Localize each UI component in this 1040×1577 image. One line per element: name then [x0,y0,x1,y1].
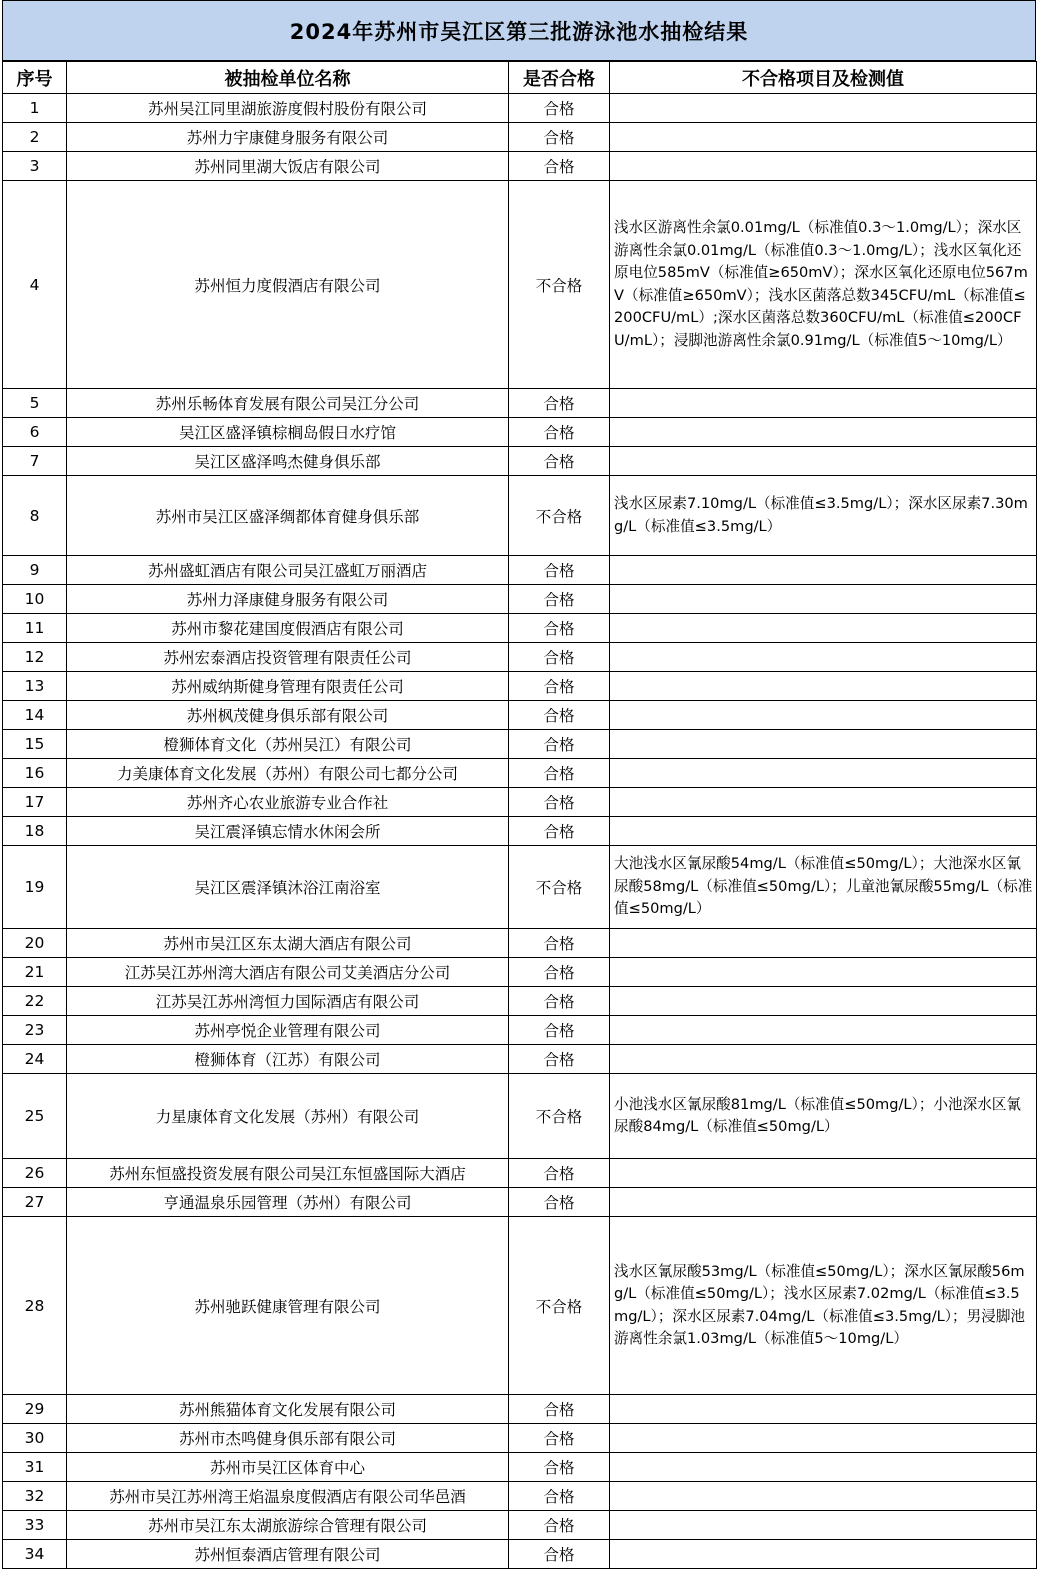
table-row [3,556,1037,585]
row-failed-items [610,447,1037,476]
row-result: 合格 [509,1511,610,1540]
results-table [2,61,1037,1569]
row-result: 合格 [509,389,610,418]
table-row [3,1424,1037,1453]
row-result: 合格 [509,987,610,1016]
header-index: 序号 [3,62,67,94]
row-index: 31 [3,1453,67,1482]
row-failed-items [610,123,1037,152]
row-index: 21 [3,958,67,987]
row-index: 27 [3,1188,67,1217]
row-failed-items [610,418,1037,447]
row-failed-items [610,152,1037,181]
row-failed-items: 大池浅水区氰尿酸54mg/L（标准值≤50mg/L）；大池深水区氰尿酸58mg/L（标准值≤50mg/L）；儿童池氰尿酸55mg/L（标准值≤50mg/L） [610,846,1037,929]
row-unit-name: 苏州枫茂健身俱乐部有限公司 [67,701,509,730]
row-index: 5 [3,389,67,418]
table-row [3,672,1037,701]
row-failed-items: 浅水区尿素7.10mg/L（标准值≤3.5mg/L）；深水区尿素7.30mg/L（标准值≤3.5mg/L） [610,476,1037,556]
row-index: 33 [3,1511,67,1540]
table-row [3,730,1037,759]
row-index: 17 [3,788,67,817]
row-unit-name: 苏州驰跃健康管理有限公司 [67,1217,509,1395]
row-unit-name: 苏州吴江同里湖旅游度假村股份有限公司 [67,94,509,123]
row-failed-items [610,958,1037,987]
row-result: 不合格 [509,1217,610,1395]
row-index: 19 [3,846,67,929]
row-unit-name: 苏州熊猫体育文化发展有限公司 [67,1395,509,1424]
row-result: 合格 [509,730,610,759]
row-result: 合格 [509,152,610,181]
row-failed-items [610,556,1037,585]
table-row [3,1482,1037,1511]
row-result: 不合格 [509,846,610,929]
row-result: 合格 [509,643,610,672]
row-index: 3 [3,152,67,181]
row-failed-items: 浅水区氰尿酸53mg/L（标准值≤50mg/L）；深水区氰尿酸56mg/L（标准值≤50mg/L）；浅水区尿素7.02mg/L（标准值≤3.5mg/L）；深水区尿素7.04mg/L（标准值≤3.5mg/L）；男浸脚池游离性余氯1.03mg/L（标准值5～10mg/L） [610,1217,1037,1395]
table-row [3,929,1037,958]
row-index: 26 [3,1159,67,1188]
row-result: 不合格 [509,1074,610,1159]
table-row [3,987,1037,1016]
row-unit-name: 苏州恒力度假酒店有限公司 [67,181,509,389]
row-unit-name: 苏州市吴江苏州湾王焰温泉度假酒店有限公司华邑酒 [67,1482,509,1511]
table-row [3,643,1037,672]
row-result: 合格 [509,585,610,614]
row-unit-name: 苏州市吴江区盛泽绸都体育健身俱乐部 [67,476,509,556]
table-row [3,152,1037,181]
table-row [3,123,1037,152]
header-qualified: 是否合格 [509,62,610,94]
row-result: 合格 [509,556,610,585]
header-unit-name: 被抽检单位名称 [67,62,509,94]
row-failed-items [610,987,1037,1016]
row-index: 2 [3,123,67,152]
row-unit-name: 吴江震泽镇忘情水休闲会所 [67,817,509,846]
table-row [3,958,1037,987]
row-unit-name: 苏州市杰鸣健身俱乐部有限公司 [67,1424,509,1453]
table-row [3,476,1037,556]
table-row [3,701,1037,730]
table-row [3,759,1037,788]
row-index: 11 [3,614,67,643]
row-result: 合格 [509,1395,610,1424]
inspection-results-document [2,0,1036,1569]
table-row [3,788,1037,817]
row-result: 合格 [509,701,610,730]
row-index: 14 [3,701,67,730]
row-failed-items [610,1188,1037,1217]
row-result: 合格 [509,1159,610,1188]
row-index: 22 [3,987,67,1016]
row-failed-items [610,1540,1037,1569]
row-failed-items [610,788,1037,817]
table-row [3,1159,1037,1188]
table-row [3,181,1037,389]
row-failed-items [610,643,1037,672]
header-failed-items: 不合格项目及检测值 [610,62,1037,94]
row-index: 10 [3,585,67,614]
row-failed-items [610,389,1037,418]
row-index: 30 [3,1424,67,1453]
row-unit-name: 苏州乐畅体育发展有限公司吴江分公司 [67,389,509,418]
table-row [3,1016,1037,1045]
row-index: 6 [3,418,67,447]
row-unit-name: 苏州亭悦企业管理有限公司 [67,1016,509,1045]
row-failed-items [610,1395,1037,1424]
row-result: 不合格 [509,476,610,556]
row-unit-name: 苏州盛虹酒店有限公司吴江盛虹万丽酒店 [67,556,509,585]
row-result: 合格 [509,958,610,987]
table-row [3,1453,1037,1482]
table-body [3,94,1037,1569]
row-result: 合格 [509,672,610,701]
table-row [3,1045,1037,1074]
table-row [3,585,1037,614]
row-result: 合格 [509,1540,610,1569]
table-row [3,389,1037,418]
row-index: 20 [3,929,67,958]
row-unit-name: 苏州市吴江区体育中心 [67,1453,509,1482]
row-result: 合格 [509,759,610,788]
row-result: 合格 [509,817,610,846]
table-row [3,447,1037,476]
table-row [3,94,1037,123]
row-failed-items [610,672,1037,701]
table-row [3,1540,1037,1569]
row-unit-name: 苏州同里湖大饭店有限公司 [67,152,509,181]
row-unit-name: 吴江区震泽镇沐浴江南浴室 [67,846,509,929]
row-index: 15 [3,730,67,759]
row-unit-name: 苏州市吴江区东太湖大酒店有限公司 [67,929,509,958]
row-failed-items [610,701,1037,730]
row-unit-name: 苏州市黎花建国度假酒店有限公司 [67,614,509,643]
row-result: 合格 [509,1482,610,1511]
row-failed-items [610,1511,1037,1540]
row-failed-items: 小池浅水区氰尿酸81mg/L（标准值≤50mg/L）；小池深水区氰尿酸84mg/L（标准值≤50mg/L） [610,1074,1037,1159]
row-result: 合格 [509,418,610,447]
row-result: 合格 [509,1424,610,1453]
row-failed-items [610,614,1037,643]
row-unit-name: 江苏吴江苏州湾恒力国际酒店有限公司 [67,987,509,1016]
row-result: 合格 [509,1188,610,1217]
table-header-row [3,62,1037,94]
table-row [3,1188,1037,1217]
row-result: 合格 [509,1045,610,1074]
row-unit-name: 吴江区盛泽鸣杰健身俱乐部 [67,447,509,476]
table-row [3,817,1037,846]
row-result: 合格 [509,1016,610,1045]
row-result: 合格 [509,94,610,123]
row-unit-name: 吴江区盛泽镇棕榈岛假日水疗馆 [67,418,509,447]
row-failed-items [610,1482,1037,1511]
row-unit-name: 苏州力宇康健身服务有限公司 [67,123,509,152]
row-failed-items [610,1016,1037,1045]
row-index: 25 [3,1074,67,1159]
row-unit-name: 苏州市吴江东太湖旅游综合管理有限公司 [67,1511,509,1540]
table-row [3,1217,1037,1395]
row-result: 合格 [509,447,610,476]
row-unit-name: 亨通温泉乐园管理（苏州）有限公司 [67,1188,509,1217]
row-result: 合格 [509,788,610,817]
row-index: 16 [3,759,67,788]
table-row [3,1074,1037,1159]
row-index: 9 [3,556,67,585]
row-failed-items [610,1453,1037,1482]
row-failed-items [610,1045,1037,1074]
row-index: 1 [3,94,67,123]
row-index: 29 [3,1395,67,1424]
row-unit-name: 江苏吴江苏州湾大酒店有限公司艾美酒店分公司 [67,958,509,987]
row-failed-items [610,929,1037,958]
row-unit-name: 橙狮体育（江苏）有限公司 [67,1045,509,1074]
row-unit-name: 橙狮体育文化（苏州吴江）有限公司 [67,730,509,759]
row-failed-items [610,759,1037,788]
row-unit-name: 力星康体育文化发展（苏州）有限公司 [67,1074,509,1159]
row-result: 合格 [509,614,610,643]
row-unit-name: 苏州齐心农业旅游专业合作社 [67,788,509,817]
row-unit-name: 苏州宏泰酒店投资管理有限责任公司 [67,643,509,672]
row-index: 4 [3,181,67,389]
row-index: 23 [3,1016,67,1045]
row-index: 28 [3,1217,67,1395]
row-index: 34 [3,1540,67,1569]
document-title: 2024年苏州市吴江区第三批游泳池水抽检结果 [2,0,1036,61]
row-unit-name: 苏州东恒盛投资发展有限公司吴江东恒盛国际大酒店 [67,1159,509,1188]
row-failed-items [610,585,1037,614]
row-failed-items [610,1424,1037,1453]
row-index: 18 [3,817,67,846]
row-failed-items [610,817,1037,846]
row-result: 合格 [509,123,610,152]
row-index: 13 [3,672,67,701]
row-index: 24 [3,1045,67,1074]
row-failed-items: 浅水区游离性余氯0.01mg/L（标准值0.3～1.0mg/L）；深水区游离性余氯0.01mg/L（标准值0.3～1.0mg/L）；浅水区氧化还原电位585mV（标准值≥650mV）；深水区氧化还原电位567mV（标准值≥650mV）；浅水区菌落总数345CFU/mL（标准值≤200CFU/mL）;深水区菌落总数360CFU/mL（标准值≤200CFU/mL）；浸脚池游离性余氯0.91mg/L（标准值5～10mg/L） [610,181,1037,389]
row-result: 不合格 [509,181,610,389]
row-index: 12 [3,643,67,672]
table-row [3,418,1037,447]
row-unit-name: 苏州力泽康健身服务有限公司 [67,585,509,614]
row-index: 32 [3,1482,67,1511]
row-unit-name: 力美康体育文化发展（苏州）有限公司七都分公司 [67,759,509,788]
table-row [3,1395,1037,1424]
row-index: 8 [3,476,67,556]
row-unit-name: 苏州恒泰酒店管理有限公司 [67,1540,509,1569]
row-failed-items [610,1159,1037,1188]
table-row [3,1511,1037,1540]
row-result: 合格 [509,929,610,958]
row-failed-items [610,94,1037,123]
row-unit-name: 苏州威纳斯健身管理有限责任公司 [67,672,509,701]
row-index: 7 [3,447,67,476]
row-result: 合格 [509,1453,610,1482]
table-row [3,846,1037,929]
table-row [3,614,1037,643]
row-failed-items [610,730,1037,759]
